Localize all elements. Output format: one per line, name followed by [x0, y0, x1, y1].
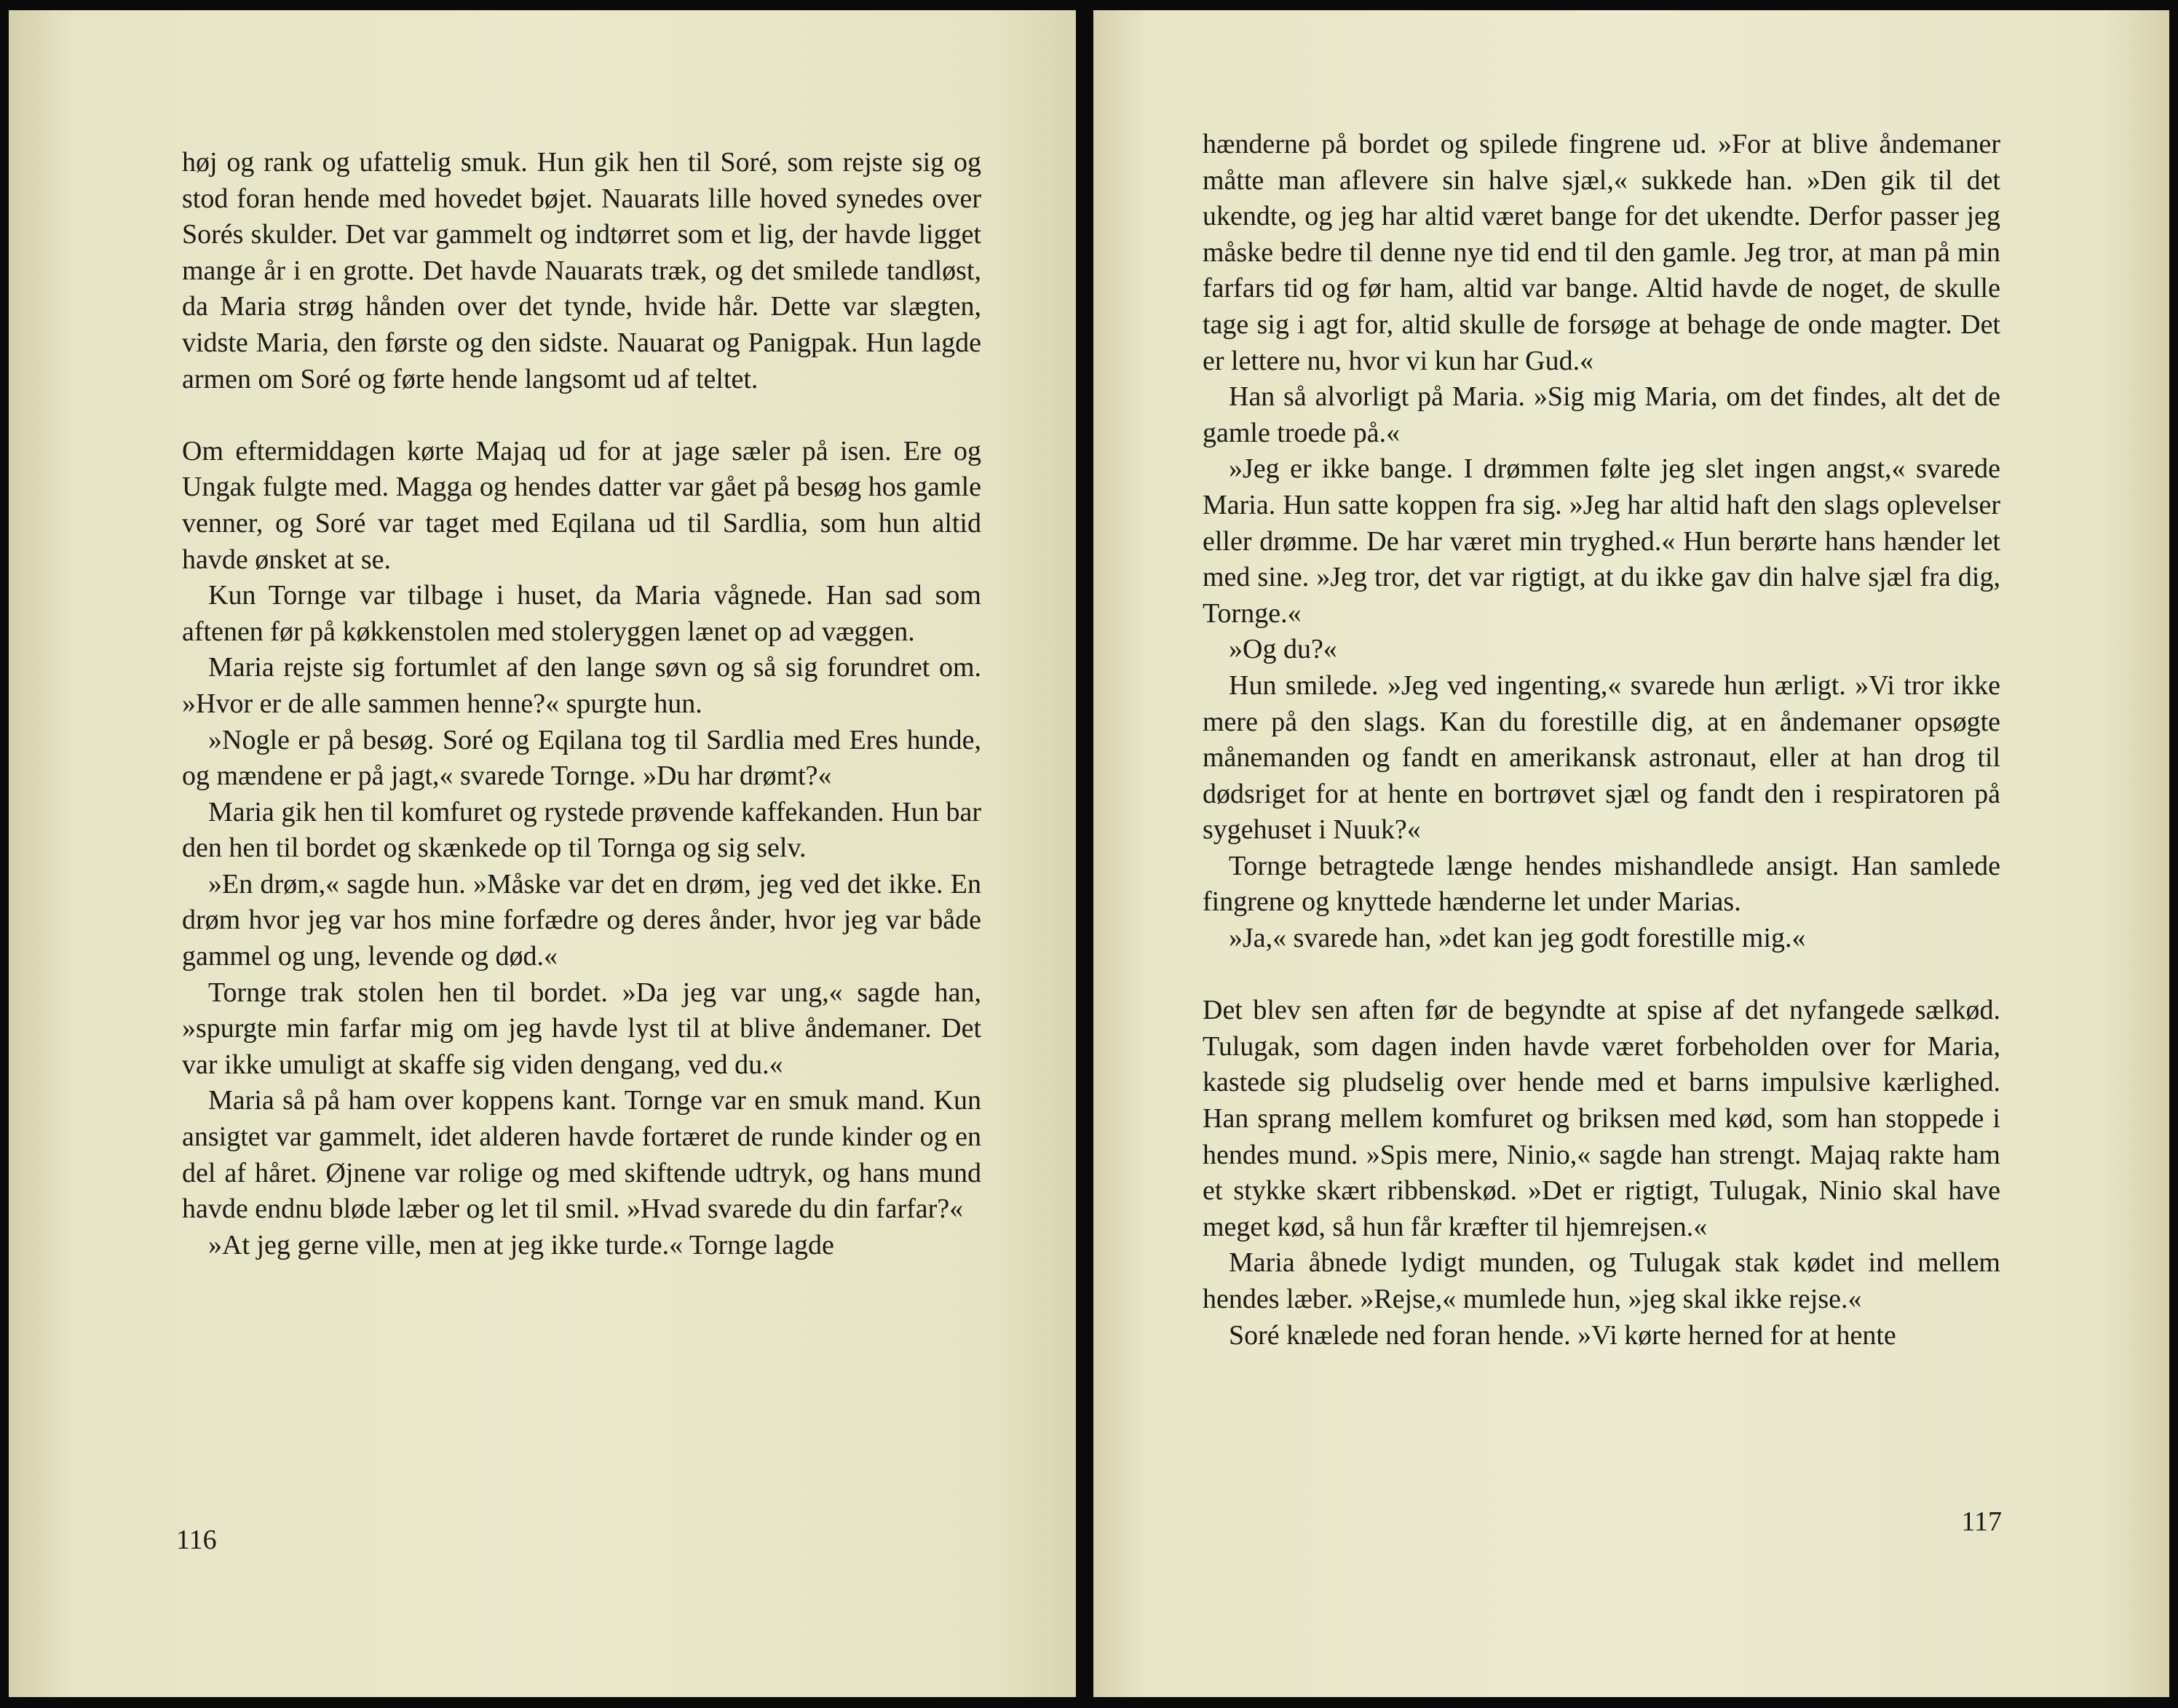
right-paragraph-2: Han så alvorligt på Maria. »Sig mig Maria, om det findes, alt det de gamle troede på.« [1203, 381, 2000, 448]
left-book-page [9, 10, 1076, 1697]
right-paragraph-3: »Jeg er ikke bange. I drømmen følte jeg slet ingen angst,« svarede Maria. Hun satte koppen fra sig. »Jeg har altid haft den slags oplevelser eller drømme. De har været min tryghed.« Hun berørte hans hænder let med sine. »Jeg tror, det var rigtigt, at du ikke gav din halve sjæl fra dig, Tornge.« [1203, 453, 2000, 629]
right-paragraph-8: Det blev sen aften før de begyndte at spise af det nyfangede sælkød. Tulugak, som dagen inden havde været forbeholden over for Maria, kastede sig pludselig over hende med et barns impulsive kærlighed. Han sprang mellem komfuret og briksen med kød, som han stoppede i hendes mund. »Spis mere, Ninio,« sagde han strengt. Majaq rakte ham et stykke skært ribbenskød. »Det er rigtigt, Tulugak, Ninio skal have meget kød, så hun får kræfter til hjemrejsen.« [1203, 995, 2000, 1242]
left-paragraph-5: »Nogle er på besøg. Soré og Eqilana tog til Sardlia med Eres hunde, og mændene er på jagt,« svarede Tornge. »Du har drømt?« [182, 724, 981, 792]
right-paragraph-6: Tornge betragtede længe hendes mishandlede ansigt. Han samlede fingrene og knyttede hænderne let under Marias. [1203, 850, 2000, 918]
left-page-text [182, 145, 981, 1263]
right-paragraph-5: Hun smilede. »Jeg ved ingenting,« svarede hun ærligt. »Vi tror ikke mere på den slags. Kan du forestille dig, at en åndemaner opsøgte månemanden og fandt en amerikansk astronaut, eller at han drog til dødsriget for at hente en bortrøvet sjæl og fandt den i respiratoren på sygehuset i Nuuk?« [1203, 670, 2000, 846]
left-paragraph-6: Maria gik hen til komfuret og rystede prøvende kaffekanden. Hun bar den hen til bordet og skænkede op til Tornga og sig selv. [182, 796, 981, 864]
left-paragraph-2: Om eftermiddagen kørte Majaq ud for at jage sæler på isen. Ere og Ungak fulgte med. Magga og hendes datter var gået på besøg hos gamle venner, og Soré var taget med Eqilana ud til Sardlia, som hun altid havde ønsket at se. [182, 435, 981, 575]
left-paragraph-9: Maria så på ham over koppens kant. Tornge var en smuk mand. Kun ansigtet var gammelt, idet alderen havde fortæret de runde kinder og en del af håret. Øjnene var rolige og med skiftende udtryk, og hans mund havde endnu bløde læber og let til smil. »Hvad svarede du din farfar?« [182, 1085, 981, 1225]
section-break [182, 397, 981, 434]
right-paragraph-4: »Og du?« [1229, 634, 1337, 665]
right-page-text [1203, 127, 2000, 1354]
page-number-right: 117 [1961, 1506, 2002, 1537]
left-paragraph-4: Maria rejste sig fortumlet af den lange søvn og så sig forundret om. »Hvor er de alle sammen henne?« spurgte hun. [182, 652, 981, 719]
right-paragraph-1: hænderne på bordet og spilede fingrene ud. »For at blive åndemaner måtte man aflevere sin halve sjæl,« sukkede han. »Den gik til det ukendte, og jeg har altid været bange for det ukendte. Derfor passer jeg måske bedre til denne nye tid end til den gamle. Jeg tror, at man på min farfars tid og før ham, altid var bange. Altid havde de noget, de skulle tage sig i agt for, altid skulle de forsøge at behage de onde magter. Det er lettere nu, hvor vi kun har Gud.« [1203, 129, 2000, 376]
left-paragraph-7: »En drøm,« sagde hun. »Måske var det en drøm, jeg ved det ikke. En drøm hvor jeg var hos mine forfædre og deres ånder, hvor jeg var både gammel og ung, levende og død.« [182, 868, 981, 972]
left-paragraph-1: høj og rank og ufattelig smuk. Hun gik hen til Soré, som rejste sig og stod foran hende med hovedet bøjet. Nauarats lille hoved synedes over Sorés skulder. Det var gammelt og indtørret som et lig, der havde ligget mange år i en grotte. Det havde Nauarats træk, og det smilede tandløst, da Maria strøg hånden over det tynde, hvide hår. Dette var slægten, vidste Maria, den første og den sidste. Nauarat og Panigpak. Hun lagde armen om Soré og førte hende langsomt ud af teltet. [182, 147, 981, 394]
page-number-left: 116 [176, 1525, 217, 1555]
right-paragraph-9: Maria åbnede lydigt munden, og Tulugak stak kødet ind mellem hendes læber. »Rejse,« mumlede hun, »jeg skal ikke rejse.« [1203, 1247, 2000, 1314]
left-paragraph-3: Kun Tornge var tilbage i huset, da Maria vågnede. Han sad som aftenen før på køkkenstolen med stoleryggen lænet op ad væggen. [182, 580, 981, 647]
left-paragraph-8: Tornge trak stolen hen til bordet. »Da jeg var ung,« sagde han, »spurgte min farfar mig om jeg havde lyst til at blive åndemaner. Det var ikke umuligt at skaffe sig viden dengang, ved du.« [182, 977, 981, 1080]
right-paragraph-10: Soré knælede ned foran hende. »Vi kørte herned for at hente [1229, 1319, 1896, 1351]
right-paragraph-7: »Ja,« svarede han, »det kan jeg godt forestille mig.« [1229, 923, 1806, 954]
left-paragraph-10: »At jeg gerne ville, men at jeg ikke turde.« Tornge lagde [208, 1229, 834, 1260]
right-book-page [1093, 10, 2169, 1697]
section-break [1203, 957, 2000, 993]
